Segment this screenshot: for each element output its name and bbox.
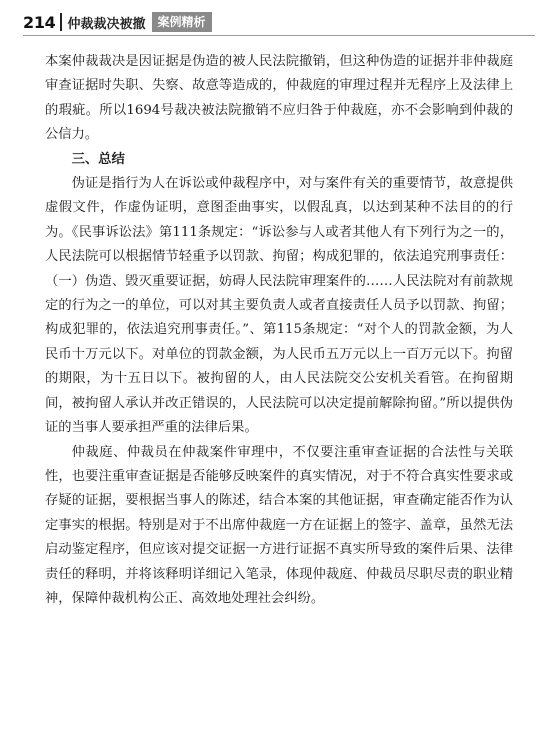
paragraph-3: 仲裁庭、仲裁员在仲裁案件审理中，不仅要注重审查证据的合法性与关联性，也要注重审查证据是否能够反映案件的真实情况，对于不符合真实性要求或存疑的证据，要根据当事人的陈述，结合本案的其他证据，审查确定能否作为认定事实的根据。特别是对于不出席仲裁庭一方在证据上的签字、盖章，虽然无法启动鉴定程序，但应该对提交证据一方进行证据不真实所导致的案件后果、法律责任的释明，并将该释明详细记入笔录，体现仲裁庭、仲裁员尽职尽责的职业精神，保障仲裁机构公正、高效地处理社会纠纷。 bbox=[45, 444, 513, 606]
paragraph-2: 伪证是指行为人在诉讼或仲裁程序中，对与案件有关的重要情节，故意提供虚假文件，作虚伪证明，意图歪曲事实，以假乱真，以达到某种不法目的的行为。《民事诉讼法》第111条规定：“诉讼参与人或者其他人有下列行为之一的，人民法院可以根据情节轻重予以罚款、拘留；构成犯罪的，依法追究刑事责任：（一）伪造、毁灭重要证据，妨碍人民法院审理案件的……人民法院对有前款规定的行为之一的单位，可以对其主要负责人或者直接责任人员予以罚款、拘留；构成犯罪的，依法追究刑事责任。”、第115条规定：“对个人的罚款金额，为人民币十万元以下。对单位的罚款金额，为人民币五万元以上一百万元以下。拘留的期限，为十五日以下。被拘留的人，由人民法院交公安机关看管。在拘留期间，被拘留人承认并改正错误的，人民法院可以决定提前解除拘留。”所以提供伪证的当事人要承担严重的法律后果。 bbox=[45, 176, 513, 436]
page-body bbox=[45, 50, 513, 611]
running-header bbox=[23, 11, 212, 33]
header-divider bbox=[60, 13, 62, 31]
header-rule bbox=[23, 35, 535, 36]
paragraph-1: 本案仲裁裁决是因证据是伪造的被人民法院撤销，但这种伪造的证据并非仲裁庭审查证据时失职、失察、故意等造成的，仲裁庭的审理过程并无程序上及法律上的瑕疵。所以1694号裁决被法院撤销不应归咎于仲裁庭，亦不会影响到仲裁的公信力。 bbox=[45, 54, 513, 143]
book-title: 仲裁裁决被撤 bbox=[67, 16, 146, 32]
page-number: 214 bbox=[23, 12, 56, 32]
section-heading: 三、总结 bbox=[71, 151, 125, 167]
section-tag: 案例精析 bbox=[152, 12, 212, 32]
